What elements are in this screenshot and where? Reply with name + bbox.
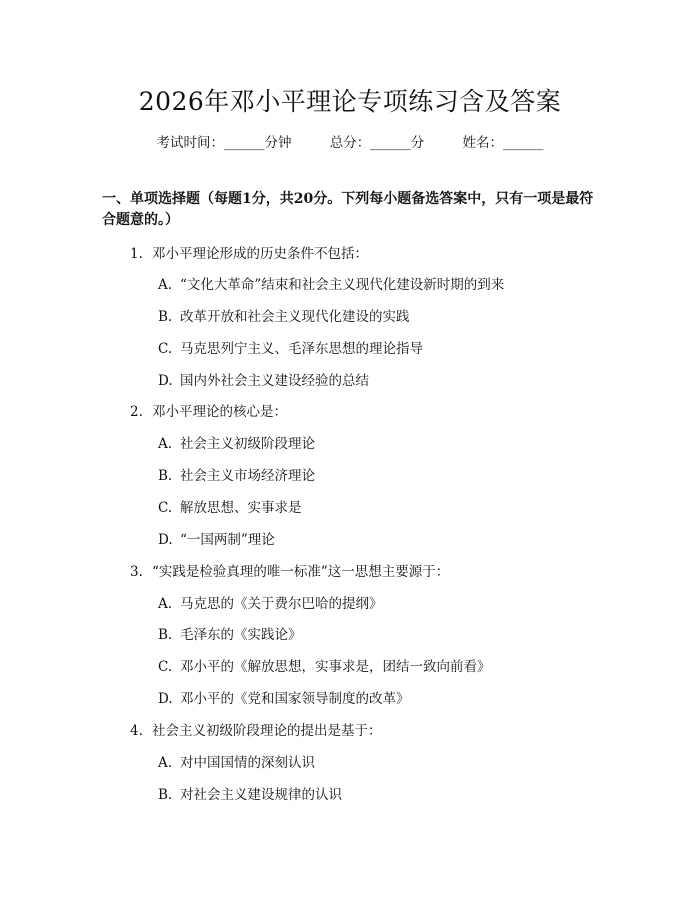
option-letter: D. — [158, 373, 173, 389]
option-1c — [158, 340, 423, 358]
question-3 — [130, 563, 449, 581]
option-letter: B. — [158, 309, 173, 325]
option-3b — [158, 626, 302, 644]
option-3d — [158, 690, 410, 708]
question-number: 1. — [130, 246, 143, 262]
option-letter: D. — [158, 691, 173, 707]
exam-time-field: 考试时间：______分钟 — [156, 135, 292, 151]
question-4 — [130, 722, 382, 740]
option-letter: C. — [158, 659, 173, 675]
option-1a — [158, 276, 504, 294]
option-letter: A. — [158, 755, 173, 771]
option-text: 马克思列宁主义、毛泽东思想的理论指导 — [180, 341, 423, 357]
name-field: 姓名：______ — [462, 135, 544, 151]
option-2b — [158, 467, 315, 485]
option-text: “文化大革命”结束和社会主义现代化建设新时期的到来 — [180, 277, 505, 293]
option-text: 解放思想、实事求是 — [180, 500, 302, 516]
option-text: 国内外社会主义建设经验的总结 — [180, 373, 369, 389]
option-1b — [158, 308, 410, 326]
question-text: “实践是检验真理的唯一标准”这一思想主要源于： — [152, 564, 450, 580]
option-letter: A. — [158, 436, 173, 452]
question-number: 3. — [130, 564, 143, 580]
option-text: 毛泽东的《实践论》 — [180, 627, 302, 643]
option-letter: A. — [158, 277, 173, 293]
option-letter: B. — [158, 468, 173, 484]
question-number: 4. — [130, 723, 143, 739]
option-2d — [158, 531, 275, 549]
question-1 — [130, 245, 368, 263]
option-text: “一国两制”理论 — [180, 532, 275, 548]
total-score-field: 总分：______分 — [329, 135, 425, 151]
question-2 — [130, 403, 287, 421]
option-text: 社会主义市场经济理论 — [180, 468, 315, 484]
option-2c — [158, 499, 302, 517]
option-4b — [158, 786, 342, 804]
option-3c — [158, 658, 491, 676]
option-text: 对中国国情的深刻认识 — [180, 755, 315, 771]
option-text: 邓小平的《党和国家领导制度的改革》 — [180, 691, 410, 707]
option-text: 对社会主义建设规律的认识 — [180, 787, 342, 803]
option-3a — [158, 595, 383, 613]
option-letter: A. — [158, 596, 173, 612]
option-letter: B. — [158, 787, 173, 803]
option-letter: D. — [158, 532, 173, 548]
option-4a — [158, 754, 315, 772]
option-text: 马克思的《关于费尔巴哈的提纲》 — [180, 596, 383, 612]
exam-meta — [0, 131, 700, 151]
document-title: 2026年邓小平理论专项练习含及答案 — [138, 87, 562, 116]
option-letter: C. — [158, 500, 173, 516]
question-text: 邓小平理论形成的历史条件不包括： — [152, 246, 368, 262]
option-1d — [158, 372, 369, 390]
question-text: 社会主义初级阶段理论的提出是基于： — [152, 723, 382, 739]
question-number: 2. — [130, 404, 143, 420]
option-text: 社会主义初级阶段理论 — [180, 436, 315, 452]
option-2a — [158, 435, 315, 453]
option-text: 改革开放和社会主义现代化建设的实践 — [180, 309, 410, 325]
option-letter: B. — [158, 627, 173, 643]
question-text: 邓小平理论的核心是： — [152, 404, 287, 420]
option-letter: C. — [158, 341, 173, 357]
section-heading: 一、单项选择题（每题1分，共20分。下列每小题备选答案中，只有一项是最符合题意的。） — [102, 191, 594, 228]
option-text: 邓小平的《解放思想，实事求是，团结一致向前看》 — [180, 659, 491, 675]
